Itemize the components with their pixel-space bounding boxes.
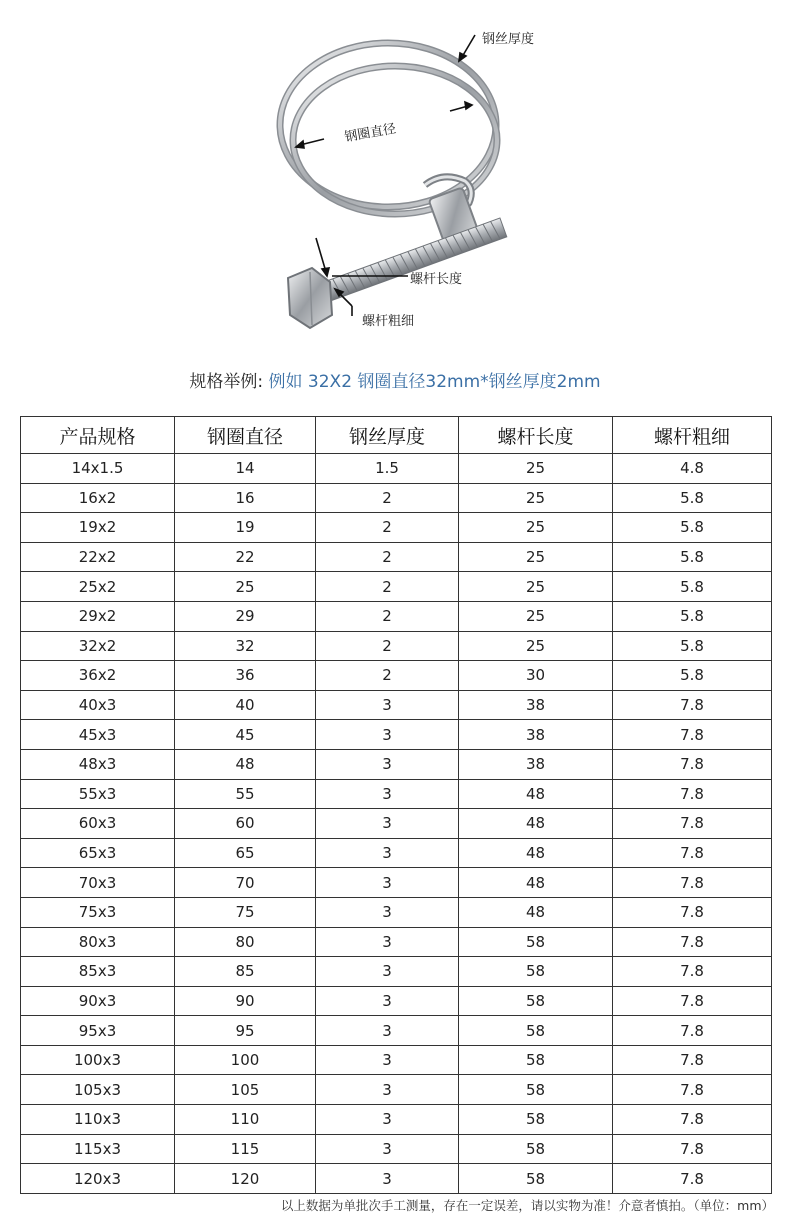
table-row [21, 957, 772, 987]
table-row [21, 483, 772, 513]
column-header: 钢圈直径 [175, 417, 316, 454]
table-cell: 3 [316, 1045, 459, 1075]
table-cell: 40 [175, 690, 316, 720]
table-row [21, 1016, 772, 1046]
table-cell: 25 [175, 572, 316, 602]
table-cell: 95 [175, 1016, 316, 1046]
table-cell: 7.8 [613, 779, 772, 809]
table-cell: 36 [175, 661, 316, 691]
table-row [21, 513, 772, 543]
table-cell: 7.8 [613, 1134, 772, 1164]
label-wire-thickness: 钢丝厚度 [482, 32, 535, 47]
table-cell: 7.8 [613, 690, 772, 720]
table-cell: 2 [316, 483, 459, 513]
table-cell: 3 [316, 957, 459, 987]
table-row [21, 986, 772, 1016]
table-cell: 58 [459, 957, 613, 987]
product-figure [240, 10, 570, 340]
table-cell: 3 [316, 1105, 459, 1135]
table-cell: 40x3 [21, 690, 175, 720]
table-cell: 22x2 [21, 542, 175, 572]
table-cell: 70x3 [21, 868, 175, 898]
table-cell: 25 [459, 454, 613, 484]
table-row [21, 838, 772, 868]
table-cell: 5.8 [613, 513, 772, 543]
table-cell: 85x3 [21, 957, 175, 987]
table-row [21, 868, 772, 898]
table-cell: 120x3 [21, 1164, 175, 1194]
table-row [21, 661, 772, 691]
table-cell: 70 [175, 868, 316, 898]
table-cell: 105 [175, 1075, 316, 1105]
table-row [21, 927, 772, 957]
table-cell: 85 [175, 957, 316, 987]
table-cell: 80x3 [21, 927, 175, 957]
table-cell: 48 [459, 779, 613, 809]
table-cell: 105x3 [21, 1075, 175, 1105]
table-cell: 16x2 [21, 483, 175, 513]
table-cell: 55 [175, 779, 316, 809]
table-row [21, 631, 772, 661]
label-screw-length: 螺杆长度 [410, 272, 463, 287]
table-cell: 25 [459, 601, 613, 631]
table-cell: 38 [459, 720, 613, 750]
table-cell: 95x3 [21, 1016, 175, 1046]
table-row [21, 1134, 772, 1164]
table-row [21, 1075, 772, 1105]
table-cell: 100 [175, 1045, 316, 1075]
table-cell: 65x3 [21, 838, 175, 868]
table-cell: 90x3 [21, 986, 175, 1016]
table-cell: 58 [459, 1105, 613, 1135]
table-cell: 25 [459, 513, 613, 543]
table-cell: 45x3 [21, 720, 175, 750]
table-cell: 58 [459, 1075, 613, 1105]
table-cell: 65 [175, 838, 316, 868]
table-cell: 110 [175, 1105, 316, 1135]
table-cell: 115 [175, 1134, 316, 1164]
table-cell: 3 [316, 779, 459, 809]
table-cell: 7.8 [613, 927, 772, 957]
table-cell: 5.8 [613, 483, 772, 513]
column-header: 螺杆长度 [459, 417, 613, 454]
table-cell: 7.8 [613, 1075, 772, 1105]
table-row [21, 720, 772, 750]
table-cell: 7.8 [613, 986, 772, 1016]
table-cell: 3 [316, 838, 459, 868]
table-cell: 25x2 [21, 572, 175, 602]
table-cell: 3 [316, 1134, 459, 1164]
table-cell: 2 [316, 542, 459, 572]
table-cell: 19 [175, 513, 316, 543]
table-cell: 25 [459, 542, 613, 572]
table-cell: 3 [316, 1164, 459, 1194]
table-cell: 7.8 [613, 957, 772, 987]
table-cell: 5.8 [613, 542, 772, 572]
table-cell: 58 [459, 1016, 613, 1046]
table-row [21, 1105, 772, 1135]
table-cell: 7.8 [613, 1105, 772, 1135]
spec-example [0, 367, 790, 392]
table-cell: 2 [316, 513, 459, 543]
table-cell: 60 [175, 809, 316, 839]
table-cell: 3 [316, 809, 459, 839]
table-cell: 38 [459, 690, 613, 720]
table-row [21, 1164, 772, 1194]
table-cell: 75x3 [21, 897, 175, 927]
label-ring-diameter: 钢圈直径 [343, 121, 398, 146]
table-cell: 110x3 [21, 1105, 175, 1135]
table-cell: 1.5 [316, 454, 459, 484]
table-cell: 25 [459, 483, 613, 513]
table-cell: 48 [175, 749, 316, 779]
table-row [21, 572, 772, 602]
table-cell: 14 [175, 454, 316, 484]
table-cell: 48 [459, 838, 613, 868]
spec-example-label: 规格举例: [189, 372, 264, 392]
table-cell: 7.8 [613, 897, 772, 927]
table-cell: 30 [459, 661, 613, 691]
table-cell: 4.8 [613, 454, 772, 484]
table-cell: 25 [459, 572, 613, 602]
column-header: 螺杆粗细 [613, 417, 772, 454]
table-cell: 29 [175, 601, 316, 631]
table-cell: 58 [459, 986, 613, 1016]
table-cell: 45 [175, 720, 316, 750]
table-cell: 2 [316, 661, 459, 691]
table-cell: 25 [459, 631, 613, 661]
table-cell: 3 [316, 986, 459, 1016]
table-cell: 5.8 [613, 601, 772, 631]
table-cell: 19x2 [21, 513, 175, 543]
table-cell: 3 [316, 897, 459, 927]
table-cell: 7.8 [613, 749, 772, 779]
table-cell: 7.8 [613, 838, 772, 868]
table-cell: 2 [316, 601, 459, 631]
table-cell: 2 [316, 631, 459, 661]
table-cell: 7.8 [613, 868, 772, 898]
table-cell: 55x3 [21, 779, 175, 809]
table-cell: 3 [316, 690, 459, 720]
label-screw-diameter: 螺杆粗细 [362, 314, 415, 329]
table-cell: 3 [316, 927, 459, 957]
table-cell: 3 [316, 1016, 459, 1046]
table-cell: 48 [459, 868, 613, 898]
table-cell: 5.8 [613, 572, 772, 602]
table-cell: 7.8 [613, 809, 772, 839]
table-cell: 60x3 [21, 809, 175, 839]
table-row [21, 1045, 772, 1075]
table-cell: 5.8 [613, 631, 772, 661]
table-cell: 3 [316, 720, 459, 750]
spec-example-text: 例如 32X2 钢圈直径32mm*钢丝厚度2mm [268, 372, 601, 392]
table-cell: 115x3 [21, 1134, 175, 1164]
table-cell: 36x2 [21, 661, 175, 691]
table-cell: 3 [316, 1075, 459, 1105]
footer-note: 以上数据为单批次手工测量，存在一定误差，请以实物为准！介意者慎拍。（单位：mm） [280, 1198, 774, 1213]
table-cell: 32 [175, 631, 316, 661]
table-cell: 22 [175, 542, 316, 572]
table-cell: 58 [459, 927, 613, 957]
column-header: 钢丝厚度 [316, 417, 459, 454]
table-cell: 48 [459, 897, 613, 927]
table-body [21, 454, 772, 1194]
table-cell: 16 [175, 483, 316, 513]
table-row [21, 542, 772, 572]
table-row [21, 779, 772, 809]
table-row [21, 601, 772, 631]
table-cell: 14x1.5 [21, 454, 175, 484]
table-cell: 48 [459, 809, 613, 839]
table-row [21, 749, 772, 779]
table-row [21, 454, 772, 484]
table-row [21, 690, 772, 720]
table-cell: 90 [175, 986, 316, 1016]
table-cell: 5.8 [613, 661, 772, 691]
table-cell: 80 [175, 927, 316, 957]
table-cell: 58 [459, 1134, 613, 1164]
column-header: 产品规格 [21, 417, 175, 454]
table-cell: 120 [175, 1164, 316, 1194]
table-row [21, 897, 772, 927]
table-cell: 2 [316, 572, 459, 602]
table-cell: 38 [459, 749, 613, 779]
table-cell: 7.8 [613, 1045, 772, 1075]
spec-table [20, 416, 772, 1194]
table-row [21, 809, 772, 839]
table-cell: 7.8 [613, 720, 772, 750]
table-cell: 3 [316, 749, 459, 779]
table-cell: 7.8 [613, 1164, 772, 1194]
table-cell: 58 [459, 1164, 613, 1194]
table-cell: 7.8 [613, 1016, 772, 1046]
table-cell: 29x2 [21, 601, 175, 631]
table-cell: 32x2 [21, 631, 175, 661]
wire-clamp-image [240, 10, 570, 340]
table-header-row [21, 417, 772, 454]
table-cell: 3 [316, 868, 459, 898]
table-cell: 48x3 [21, 749, 175, 779]
table-cell: 75 [175, 897, 316, 927]
table-cell: 58 [459, 1045, 613, 1075]
table-cell: 100x3 [21, 1045, 175, 1075]
